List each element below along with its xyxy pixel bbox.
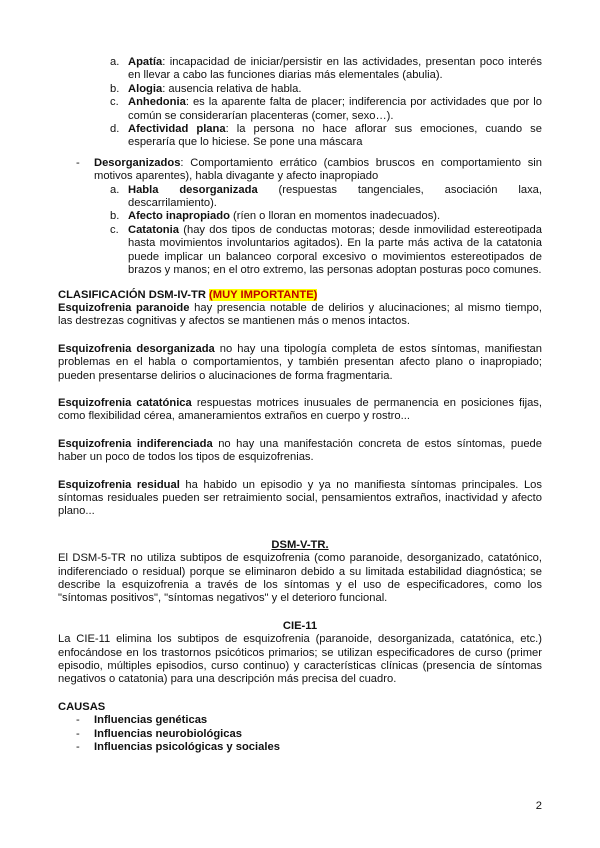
disorganized-intro: - Desorganizados: Comportamiento errático (cambios bruscos en comportamiento sin motivos aparentes), habla divagante y afecto inapropiado [76, 156, 542, 183]
list-item: c. Anhedonia: es la aparente falta de placer; indiferencia por actividades que por lo común se considerarían placenteras (comer, sexo…). [110, 96, 542, 122]
list-item: - Influencias genéticas [76, 714, 208, 727]
list-item: - Influencias neurobiológicas [76, 727, 242, 740]
page-number: 2 [535, 800, 542, 812]
negative-symptoms-list [58, 56, 542, 150]
list-item: - Influencias psicológicas y sociales [76, 741, 280, 754]
list-item: a. Apatía: incapacidad de iniciar/persistir en las actividades, presentan poco interés en llevar a cabo las funciones diarias más elementales (abulia). [110, 56, 542, 82]
type-undifferentiated: Esquizofrenia indiferenciada no hay una manifestación concreta de estos síntomas, puede haber un poco de todos los tipos de esquizofrenias. [58, 437, 542, 464]
list-item: a. Habla desorganizada (respuestas tangenciales, asociación laxa, descarrilamiento). [110, 183, 542, 210]
list-item: b. Afecto inapropiado (ríen o lloran en momentos inadecuados). [110, 210, 441, 223]
important-highlight: (MUY IMPORTANTE) [209, 288, 318, 301]
causes-heading: CAUSAS [58, 700, 106, 713]
cie11-paragraph: La CIE-11 elimina los subtipos de esquizofrenia (paranoide, desorganizada, catatónica, etc.) enfocándose en los trastornos psicóticos primarios; se utilizan especificadores de curso (primer episodio, múltiples episodios, curso continuo) y características clínicas (presencia de síntomas negativos o catatonia) para una descripción más precisa del cuadro. [58, 633, 542, 686]
type-catatonic: Esquizofrenia catatónica respuestas motrices inusuales de permanencia en posiciones fijas, como flexibilidad cérea, amaneramientos extraños en cuerpo y rostro... [58, 396, 542, 423]
list-item: b. Alogia: ausencia relativa de habla. [110, 82, 302, 95]
list-item: c. Catatonia (hay dos tipos de conductas motoras; desde inmovilidad estereotipada hasta movimientos involuntarios agitados). En la parte más activa de la catatonia puede implicar un balanceo corporal excesivo o movimientos estereotipados de brazos y manos; en el otro extremo, las personas adoptan posturas poco comunes. [110, 223, 542, 277]
list-item: d. Afectividad plana: la persona no hace aflorar sus emociones, cuando se esperaría que lo hiciese. Se pone una máscara [110, 123, 542, 149]
dsm5-paragraph: El DSM-5-TR no utiliza subtipos de esquizofrenia (como paranoide, desorganizado, catatónico, indiferenciado o residual) porque se eliminaron debido a su limitada estabilidad diagnóstica; se describe la esquizofrenia a través de los síntomas y el uso de especificadores, como los "síntomas positivos", "síntomas negativos" y el deterioro funcional. [58, 552, 542, 605]
type-residual: Esquizofrenia residual ha habido un episodio y ya no manifiesta síntomas principales. Los síntomas residuales pueden ser retraimiento social, pensamientos extraños, inactividad y afecto plano... [58, 478, 542, 518]
document-page [58, 56, 542, 754]
cie11-heading: CIE-11 [282, 619, 318, 632]
classification-heading: CLASIFICACIÓN DSM-IV-TR (MUY IMPORTANTE) [58, 288, 318, 301]
type-paranoid: Esquizofrenia paranoide hay presencia notable de delirios y alucinaciones; al mismo tiempo, las destrezas cognitivas y afectos se mantienen más o menos intactos. [58, 301, 542, 328]
dsm5-heading: DSM-V-TR. [271, 538, 329, 551]
causes-list [58, 714, 542, 754]
type-disorganized: Esquizofrenia desorganizada no hay una tipología completa de estos síntomas, manifiestan problemas en el habla o comportamientos, y también presentan afecto plano o inapropiado; pueden presentarse delirios o alucinaciones de forma fragmentaria. [58, 342, 542, 382]
disorganized-section [76, 156, 542, 278]
